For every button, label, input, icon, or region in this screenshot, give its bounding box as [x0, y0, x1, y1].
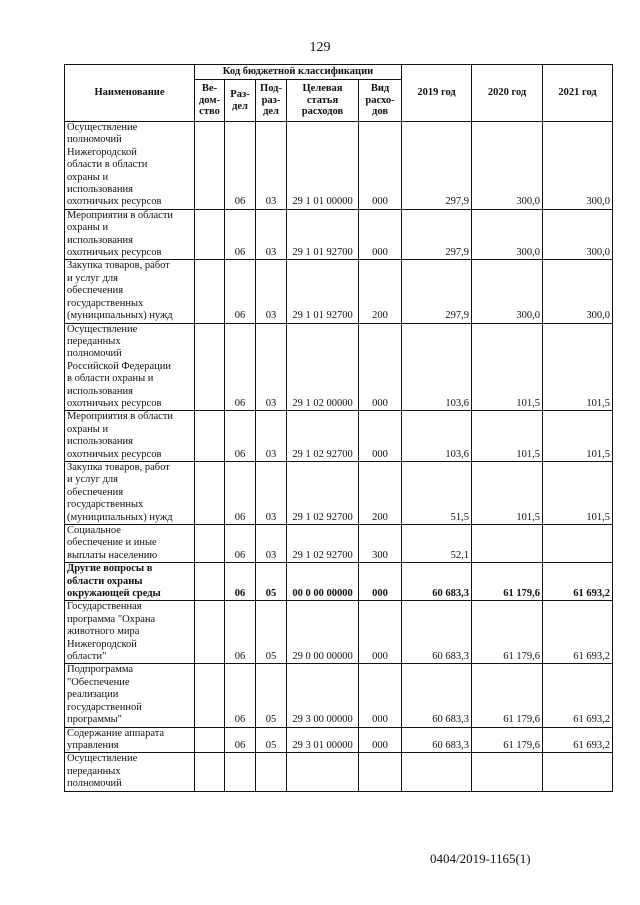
cell-celevaya-statya: 29 1 02 92700	[287, 525, 359, 563]
cell-vedomstvo	[195, 209, 225, 260]
cell-name: Осуществление полномочий Нижегородской области в области охраны и использования охотничьих ресурсов	[65, 122, 195, 210]
table-row	[65, 209, 613, 260]
table-header	[65, 65, 613, 122]
table-row	[65, 461, 613, 524]
cell-2019: 52,1	[402, 525, 472, 563]
cell-podrazdel: 03	[256, 461, 287, 524]
table-row	[65, 601, 613, 664]
table-row	[65, 727, 613, 753]
table-row	[65, 411, 613, 462]
page-number: 129	[309, 40, 331, 55]
cell-podrazdel: 03	[256, 323, 287, 411]
cell-celevaya-statya: 29 1 02 92700	[287, 461, 359, 524]
header-vid-rashodov: Вид расхо- дов	[359, 80, 402, 122]
cell-celevaya-statya: 29 3 01 00000	[287, 727, 359, 753]
cell-vid-rashodov: 000	[359, 209, 402, 260]
cell-vedomstvo	[195, 411, 225, 462]
cell-vedomstvo	[195, 664, 225, 727]
document-code: 0404/2019-1165(1)	[430, 851, 531, 866]
cell-2019: 60 683,3	[402, 601, 472, 664]
cell-name: Другие вопросы в области охраны окружающей среды	[65, 563, 195, 601]
cell-podrazdel	[256, 753, 287, 791]
cell-2020: 61 179,6	[472, 727, 543, 753]
table-row	[65, 525, 613, 563]
cell-celevaya-statya: 29 1 01 92700	[287, 209, 359, 260]
cell-2021: 61 693,2	[543, 727, 613, 753]
header-2021: 2021 год	[543, 65, 613, 122]
cell-name: Осуществление переданных полномочий Российской Федерации в области охраны и использования охотничьих ресурсов	[65, 323, 195, 411]
cell-2019: 60 683,3	[402, 664, 472, 727]
cell-2020: 61 179,6	[472, 563, 543, 601]
cell-vid-rashodov: 000	[359, 563, 402, 601]
cell-2020	[472, 525, 543, 563]
cell-name: Мероприятия в области охраны и использования охотничьих ресурсов	[65, 411, 195, 462]
cell-vedomstvo	[195, 260, 225, 323]
cell-vedomstvo	[195, 601, 225, 664]
cell-2019: 297,9	[402, 122, 472, 210]
cell-vedomstvo	[195, 727, 225, 753]
cell-2019	[402, 753, 472, 791]
cell-podrazdel: 05	[256, 601, 287, 664]
header-2019: 2019 год	[402, 65, 472, 122]
header-razdel: Раз- дел	[225, 80, 256, 122]
cell-2020: 61 179,6	[472, 664, 543, 727]
cell-2019: 297,9	[402, 260, 472, 323]
cell-2019: 51,5	[402, 461, 472, 524]
header-classification-code: Код бюджетной классификации	[195, 65, 402, 80]
cell-razdel: 06	[225, 461, 256, 524]
cell-2020: 61 179,6	[472, 601, 543, 664]
cell-2020: 101,5	[472, 411, 543, 462]
cell-2021: 300,0	[543, 209, 613, 260]
cell-razdel: 06	[225, 525, 256, 563]
cell-vid-rashodov: 000	[359, 664, 402, 727]
cell-2021: 300,0	[543, 260, 613, 323]
cell-razdel: 06	[225, 411, 256, 462]
cell-vid-rashodov: 000	[359, 601, 402, 664]
cell-razdel: 06	[225, 727, 256, 753]
header-vedomstvo: Ве- дом- ство	[195, 80, 225, 122]
cell-celevaya-statya: 00 0 00 00000	[287, 563, 359, 601]
cell-podrazdel: 03	[256, 411, 287, 462]
cell-2021: 101,5	[543, 323, 613, 411]
cell-podrazdel: 05	[256, 727, 287, 753]
cell-celevaya-statya: 29 0 00 00000	[287, 601, 359, 664]
cell-2021: 61 693,2	[543, 664, 613, 727]
cell-vedomstvo	[195, 525, 225, 563]
cell-podrazdel: 03	[256, 122, 287, 210]
cell-celevaya-statya: 29 1 02 00000	[287, 323, 359, 411]
cell-vedomstvo	[195, 563, 225, 601]
cell-vid-rashodov	[359, 753, 402, 791]
cell-podrazdel: 05	[256, 563, 287, 601]
cell-2019: 60 683,3	[402, 563, 472, 601]
cell-2021: 101,5	[543, 461, 613, 524]
table-row	[65, 260, 613, 323]
cell-celevaya-statya: 29 1 01 92700	[287, 260, 359, 323]
cell-name: Подпрограмма "Обеспечение реализации государственной программы"	[65, 664, 195, 727]
cell-name: Мероприятия в области охраны и использования охотничьих ресурсов	[65, 209, 195, 260]
cell-name: Государственная программа "Охрана животного мира Нижегородской области"	[65, 601, 195, 664]
cell-razdel: 06	[225, 563, 256, 601]
cell-2021	[543, 525, 613, 563]
header-celevaya-statya: Целевая статья расходов	[287, 80, 359, 122]
cell-razdel	[225, 753, 256, 791]
cell-razdel: 06	[225, 601, 256, 664]
table-row	[65, 753, 613, 791]
cell-celevaya-statya: 29 3 00 00000	[287, 664, 359, 727]
table-row	[65, 122, 613, 210]
cell-podrazdel: 03	[256, 209, 287, 260]
cell-2019: 103,6	[402, 411, 472, 462]
cell-vid-rashodov: 000	[359, 411, 402, 462]
cell-podrazdel: 05	[256, 664, 287, 727]
table-row	[65, 664, 613, 727]
cell-vid-rashodov: 000	[359, 727, 402, 753]
cell-2019: 103,6	[402, 323, 472, 411]
cell-vedomstvo	[195, 461, 225, 524]
table-body	[65, 122, 613, 792]
header-2020: 2020 год	[472, 65, 543, 122]
cell-celevaya-statya	[287, 753, 359, 791]
cell-name: Закупка товаров, работ и услуг для обеспечения государственных (муниципальных) нужд	[65, 260, 195, 323]
cell-2019: 60 683,3	[402, 727, 472, 753]
cell-vid-rashodov: 000	[359, 323, 402, 411]
cell-name: Осуществление переданных полномочий	[65, 753, 195, 791]
header-name: Наименование	[65, 65, 195, 122]
table-row	[65, 323, 613, 411]
cell-vid-rashodov: 200	[359, 260, 402, 323]
cell-2020: 101,5	[472, 323, 543, 411]
cell-vedomstvo	[195, 122, 225, 210]
cell-2019: 297,9	[402, 209, 472, 260]
cell-2020	[472, 753, 543, 791]
budget-table	[64, 64, 613, 792]
cell-vid-rashodov: 000	[359, 122, 402, 210]
cell-podrazdel: 03	[256, 525, 287, 563]
cell-2020: 300,0	[472, 260, 543, 323]
cell-vedomstvo	[195, 753, 225, 791]
cell-2020: 300,0	[472, 209, 543, 260]
header-podrazdel: Под- раз- дел	[256, 80, 287, 122]
cell-razdel: 06	[225, 260, 256, 323]
cell-vid-rashodov: 200	[359, 461, 402, 524]
cell-vid-rashodov: 300	[359, 525, 402, 563]
table-row	[65, 563, 613, 601]
cell-vedomstvo	[195, 323, 225, 411]
cell-2021	[543, 753, 613, 791]
cell-2020: 101,5	[472, 461, 543, 524]
cell-name: Закупка товаров, работ и услуг для обеспечения государственных (муниципальных) нужд	[65, 461, 195, 524]
cell-name: Содержание аппарата управления	[65, 727, 195, 753]
cell-2021: 61 693,2	[543, 563, 613, 601]
cell-razdel: 06	[225, 664, 256, 727]
cell-razdel: 06	[225, 323, 256, 411]
cell-razdel: 06	[225, 122, 256, 210]
cell-2020: 300,0	[472, 122, 543, 210]
cell-podrazdel: 03	[256, 260, 287, 323]
cell-name: Социальное обеспечение и иные выплаты населению	[65, 525, 195, 563]
cell-2021: 61 693,2	[543, 601, 613, 664]
cell-razdel: 06	[225, 209, 256, 260]
cell-2021: 101,5	[543, 411, 613, 462]
cell-2021: 300,0	[543, 122, 613, 210]
cell-celevaya-statya: 29 1 02 92700	[287, 411, 359, 462]
cell-celevaya-statya: 29 1 01 00000	[287, 122, 359, 210]
